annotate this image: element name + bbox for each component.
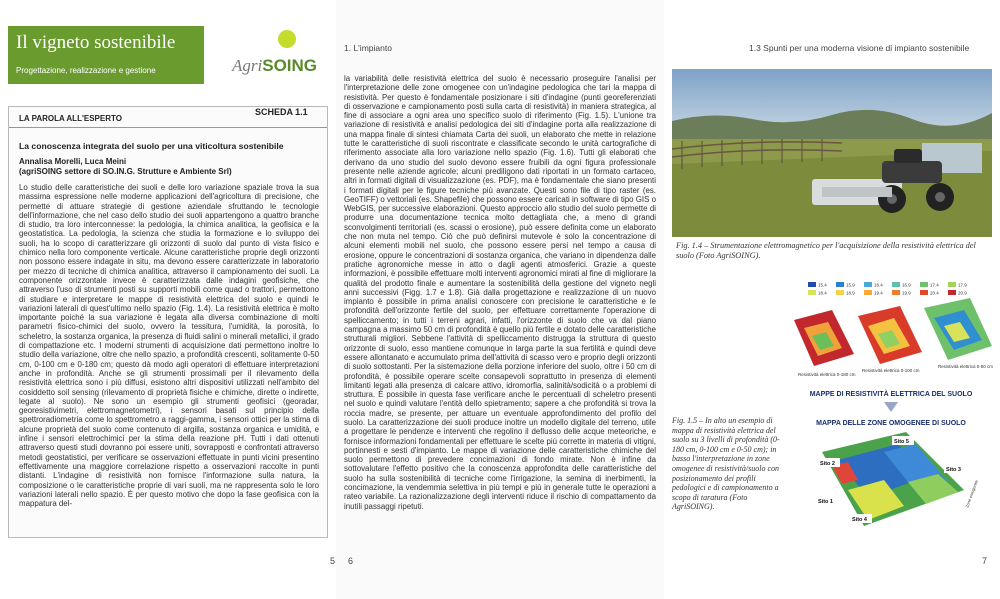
middle-page (336, 0, 664, 599)
scheda-label: LA PAROLA ALL'ESPERTO (19, 114, 122, 123)
site-5-label: Sito 5 (894, 439, 909, 445)
book-subtitle: Progettazione, realizzazione e gestione (16, 66, 156, 75)
logo-ball-icon (278, 30, 296, 48)
resistivity-layer-0-100 (858, 306, 922, 364)
article-authors (19, 157, 319, 177)
agrisoing-logo (214, 30, 324, 80)
book-title: Il vigneto sostenibile (16, 32, 176, 53)
layer-label-2: Resistività elettrica 0-100 cm (862, 368, 920, 373)
legend-swatch (836, 290, 844, 295)
legend-value: 20.9 (958, 290, 967, 296)
maps-title-bottom: MAPPA DELLE ZONE OMOGENEE DI SUOLO (816, 420, 966, 427)
page-number-middle: 6 (348, 556, 354, 566)
legend-swatch (920, 282, 928, 287)
left-page (0, 0, 336, 599)
legend-swatch (948, 282, 956, 287)
legend-swatch (836, 282, 844, 287)
legend-swatch (892, 290, 900, 295)
zones-scale-label: Zone omogenee (964, 479, 979, 509)
book-header (8, 26, 204, 84)
quad-vineyard-illustration (672, 69, 992, 237)
legend-swatch (864, 282, 872, 287)
legend-swatch (864, 290, 872, 295)
article-body: Lo studio delle caratteristiche dei suoli e delle loro variazione spaziale trova la sua massima espressione nelle moderne applicazioni dell'agricoltura di precisione, che permette di attuare strategie di gestione aziendale sfruttando le tecnologie dell'informazione, che nel caso dello studio dei suoli appartengono a quattro branche di studio, tra loro interconnesse: la pedologia, la chimica analitica, la geofisica e la geostatistica. La pedologia, la scienza che studia la formazione e lo sviluppo dei suoli, ha lo scopo di caratterizzare gli orizzonti di suolo dal punto di vista fisico e chimico nella loro componente verticale. Alcune caratteristiche proprie degli orizzonti non possono essere indagate in situ, ma devono essere caratterizzate in laboratorio per mezzo di tecniche di chimica analitica, attraverso il campionamento dei suoli. La componente orizzontale invece è caratterizzata dalle indagini geofisiche, che attraverso l'uso di strumenti posti su supporti mobili come quad o trattori, permettono di studiare e interpretare le mappe di resistività elettrica del suolo e quindi le variazioni laterali di quest'ultimo nello spazio (Fig. 1.4). La resistività elettrica è molto importante poiché la sua variazione è legata alla diversa combinazione di molti parametri fisico-chimici del suolo, ovvero la tessitura, l'umidità, la porosità, lo scheletro, la sostanza organica, la presenza di fluidi salini o minerali metallici, il grado di compattazione etc. I moderni strumenti di acquisizione dati permettono inoltre lo studio della variazione, oltre che nello spazio, a profondità crescenti, solitamente 0-50 cm, 0-100 cm e 0-180 cm; questo dà modo agli operatori di effettuare interpretazioni anche in profondità. Anche se gli strumenti prossimali per il rilevamento della resistività elettrica sono i più diffusi, esistono altri dispositivi utilizzati nell'ambito del cosiddetto soil sensing (rilevamento di proprietà fisiche e chimiche, dirette o indirette, legate al suolo). Ne sono un esempio gli strumenti geofisici (georadar, georesistivimetri, elettromagnetometri), i sensori basati sul principio della spettroradiometria come lo spettrometro a raggi-gamma, i sensori ottici per la stima di alcune proprietà del suolo come contenuto di argilla, sostanza organica e umidità, e infine i sensori elettrochimici per la stima della reazione pH. Tutti i dati ottenuti attraverso questi studi dovranno poi essere uniti, sovrapposti e confrontati attraverso metodi geostatistici, per verificare se osservazioni effettuate in punti vicini presentino effettivamente una maggiore correlazione rispetto a osservazioni raccolte in punti distanti. L'indagine di resistività non fornisce l'informazione sulla natura, la composizione o le caratteristiche proprie di vari suoli, ma ne rappresenta solo le loro variazioni laterali nello spazio. È per questo motivo che dopo la fase geofisica con la mappatura del- (19, 183, 319, 509)
legend-swatch (920, 290, 928, 295)
scheda-header (9, 107, 327, 128)
expert-sidebar-box (8, 106, 328, 538)
arrow-down-icon (884, 402, 898, 412)
fig-1-4-caption: Fig. 1.4 – Strumentazione elettromagnetico per l'acquisizione della resistività elettrica del suolo (Foto AgriSOING). (676, 241, 976, 260)
legend-value: 19.9 (902, 290, 911, 296)
legend-swatch (892, 282, 900, 287)
legend-value: 16.9 (902, 282, 911, 288)
authors-affiliation: (agriSOING settore di SO.IN.G. Strutture e Ambiente Srl) (19, 167, 232, 176)
legend-value: 17.9 (958, 282, 967, 288)
page-number-left: 5 (330, 556, 336, 566)
site-2-label: Sito 2 (820, 461, 835, 467)
resistivity-maps-svg (788, 276, 994, 546)
legend-value: 16.4 (874, 282, 883, 288)
maps-title-top: MAPPE DI RESISTIVITÀ ELETTRICA DEL SUOLO (809, 391, 973, 398)
legend-swatch (808, 282, 816, 287)
site-3-label: Sito 3 (946, 467, 961, 473)
fig-1-5-caption: Fig. 1.5 – In alto un esempio di mappa di resistività elettrica del suolo su 3 livelli di profondità (0-180 cm, 0-100 cm e 0-50 cm); in basso l'interpretazione in zone omogenee di resistività/suolo con posizionamento dei profili pedologici e di campionamento a scopo di taratura (Foto AgriSOING). (672, 416, 780, 512)
legend-swatch (808, 290, 816, 295)
map-legend (808, 282, 967, 296)
site-4-label: Sito 4 (852, 517, 867, 523)
running-head-middle: 1. L'impianto (344, 43, 392, 53)
legend-value: 15.9 (846, 282, 855, 288)
fig-1-5-maps (788, 276, 994, 546)
legend-value: 15.4 (818, 282, 827, 288)
legend-value: 17.4 (930, 282, 939, 288)
resistivity-layer-0-180 (794, 310, 854, 366)
article-title: La conoscenza integrata del suolo per una viticoltura sostenibile (19, 141, 284, 151)
running-head-right: 1.3 Spunti per una moderna visione di impianto sostenibile (749, 43, 970, 53)
fig-1-4-photo (672, 69, 992, 237)
legend-value: 19.4 (874, 290, 883, 296)
homogeneous-zones-map (822, 432, 964, 526)
legend-value: 18.4 (818, 290, 827, 296)
middle-body: la variabilità delle resistività elettrica del suolo è necessario proseguire l'analisi per l'interpretazione delle zone omogenee con un'indagine pedologica che tari la mappa di resistività. Per questo è fondamentale posizionare i siti d'indagine (punti georeferenziati di osservazione e campionamento posti sulla carta di resistività) in maniera strategica, al fine di associare a ogni area uno specifico suolo di riferimento (Fig. 1.5). L'unione tra variazione di resistività e analisi pedologica dei siti d'indagine porta alla realizzazione di una mappa finale di sintesi chiamata Carta dei suoli, un elaborato che mette in relazione tutte le caratteristiche di suoli riscontrate e classificate secondo le unità cartografiche di riferimento associate alla loro variazione nello spazio (Fig. 1.6). Tutti gli elaborati che derivano da uno studio del suolo devono essere fruibili da ogni figura professionale presente nelle aziende agricole; alcuni prediligono dati riportati in un formato cartaceo, altri in formati digitali di visualizzazione (es. PDF), ma è fondamentale che siano presenti i formati digitali per le figure tecniche più avanzate. Questi sono file di tipo raster (es. GeoTIFF) o vettoriali (es. Shapefile) che possono essere caricati in software di tipo GIS o WebGIS, per successive elaborazioni. Questo approccio allo studio del suolo permette di produrre una documentazione tecnica molto dettagliata che, a meno di grandi sconvolgimenti territoriali (es. scassi o erosione), può essere definita come un elaborato che non muta nel tempo. Ciò che può definirsi mutevole è solo la concentrazione di alcuni elementi mobili nel suolo, che possono essere persi nel tempo a causa di erosione, oppure le concentrazioni di sostanza organica, che variano in dipendenza dalle pratiche agronomiche messe in atto o dagli agenti atmosferici. Grazie a queste informazioni, è possibile effettuare molti interventi agronomici mirati al fine di migliorare la qualità del prodotto finale e aumentare la sostenibilità della gestione del vigneto negli anni successivi (Figg. 1.7 e 1.8). Già dalla progettazione e realizzazione di un nuovo impianto è possibile in prima analisi conoscere con precisione le caratteristiche e le profondità dell'orizzonte fertile del suolo, per effettuare correttamente l'operazione di spelliccamento; in tutti i terreni agrari, infatti, l'orizzonte di suolo che va dal piano campagna a massimo 50 cm di profondità è quello più fertile e dotato delle caratteristiche strutturali migliori. Sebbene l'attività di spelliccamento distrugga la struttura di questo orizzonte di suolo, esso mantiene comunque in larga parte la sua fertilità e quindi deve essere allontanato e accumulato prima dell'attività di scasso vero e proprio degli orizzonti di suolo sottostanti. Per la sistemazione della porzione inferiore del suolo, oltre i 50 cm di profondità, è possibile operare scelte consapevoli soprattutto in presenza di elementi limitanti legati alla presenza di calcare attivo, idromorfia, salinità/sodicità o a problemi di struttura. È possibile in questa fase verificare anche le percentuali di scheletro presenti nel suolo e quindi valutare l'entità dello spietramento; sapere a che profondità si trova la roccia madre, se presente, per attuare un eventuale approfondimento del profilo del suolo. La caratterizzazione dei suoli produce inoltre un modello digitale del terreno, utile a progettare le pendenze e interventi che regolino il deflusso delle acque meteoriche, e fornisce informazioni fondamentali per effettuare le scelte più corrette in materia di vitigni, portinnesti e sesti d'impianto. Le mappe di variazione delle caratteristiche chimiche del suolo permettono di prevedere concimazioni di fondo mirate. Non è infine da sottovalutare l'effetto positivo che la conoscenza approfondita delle caratteristiche del suolo ha sulla sostenibilità di tecniche come l'irrigazione, la semina di inerbimenti, la concimazione, la vendemmia selettiva in più tempi e più in generale tutte le operazioni a rateo variabile. La razionalizzazione degli interventi riduce il rischio di compattamento da inutili passaggi ripetuti. (344, 74, 656, 511)
logo-text: AgriSOING (232, 56, 318, 75)
resistivity-layer-0-50 (924, 298, 992, 360)
legend-swatch (948, 290, 956, 295)
authors-names: Annalisa Morelli, Luca Meini (19, 157, 127, 166)
right-page (664, 0, 1000, 599)
layer-label-3: Resistività elettrica 0-50 cm (938, 364, 994, 369)
scheda-number: SCHEDA 1.1 (255, 107, 308, 117)
legend-value: 20.4 (930, 290, 939, 296)
layer-label-1: Resistività elettrica 0-180 cm (798, 372, 856, 377)
site-1-label: Sito 1 (818, 499, 833, 505)
page-number-right: 7 (982, 556, 988, 566)
legend-value: 18.9 (846, 290, 855, 296)
